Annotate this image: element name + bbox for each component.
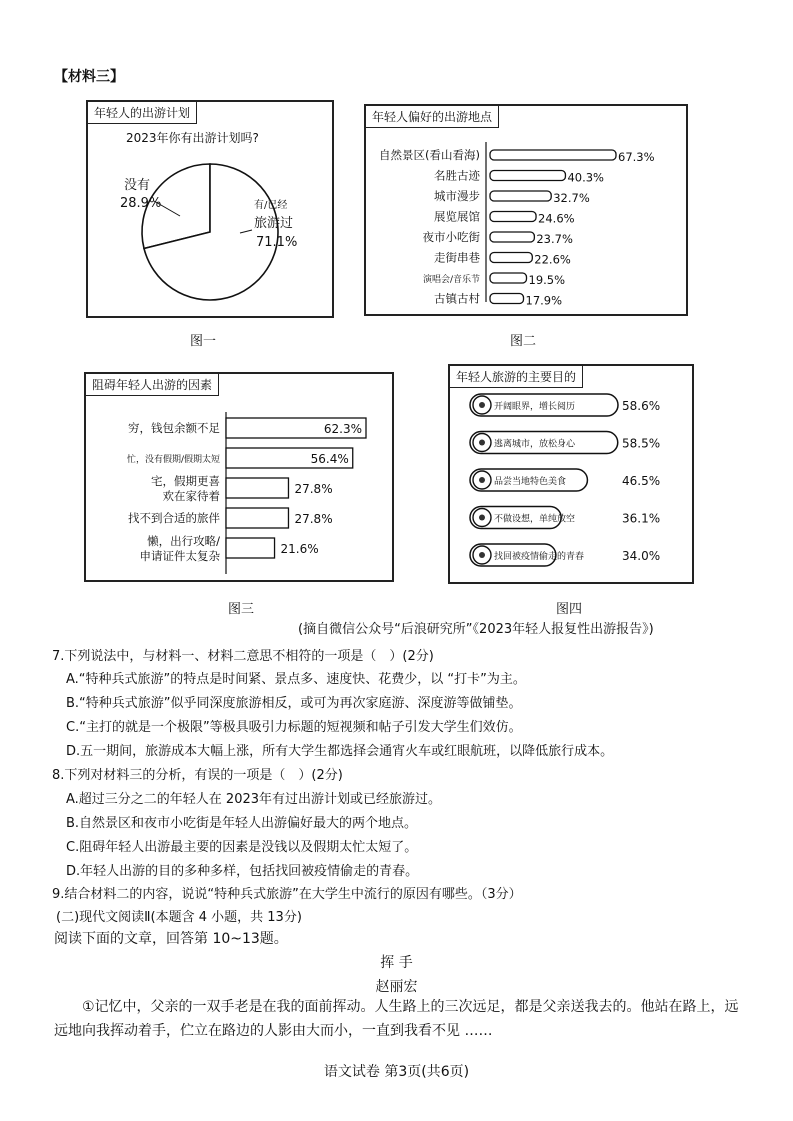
q8-option-a: A.超过三分之二的年轻人在 2023年有过出游计划或已经旅游过。 xyxy=(66,792,442,807)
bar-value-label: 23.7% xyxy=(536,232,573,246)
article-author: 赵丽宏 xyxy=(375,979,418,995)
bar-value-label: 40.3% xyxy=(567,170,604,185)
pie-name-yes-line2: 旅游过 xyxy=(254,216,294,231)
bar-value-label: 24.6% xyxy=(538,211,575,226)
bar-category-label: 忙，没有假期/假期太短 xyxy=(126,455,220,465)
bar-category-label: 逃离城市，放松身心 xyxy=(494,439,576,450)
pie-value-no: 28.9% xyxy=(120,196,162,211)
bar-value-label: 19.5% xyxy=(528,273,566,287)
bar-category-label: 走街串巷 xyxy=(434,250,480,265)
bar-value-label: 27.8% xyxy=(294,512,333,526)
bar-value-label: 46.5% xyxy=(622,474,661,488)
bar xyxy=(490,232,534,242)
bar xyxy=(490,294,524,304)
fig-label-1: 图一 xyxy=(190,334,217,349)
article-title: 挥 手 xyxy=(380,955,413,971)
bar-value-label: 34.0% xyxy=(622,549,661,563)
chart-travel-plan xyxy=(86,100,334,318)
pie-name-yes-line1: 有/已经 xyxy=(254,200,288,211)
bar-category-label: 展览展馆 xyxy=(434,209,480,224)
bar-value-label: 32.7% xyxy=(553,191,590,205)
clock-icon-center xyxy=(479,552,485,558)
bar-category-label: 名胜古迹 xyxy=(434,168,480,183)
question-7: 7.下列说法中，与材料一、材料二意思不相符的一项是（ ）(2分) xyxy=(52,649,434,664)
article-paragraph: ①记忆中，父亲的一双手老是在我的面前挥动。人生路上的三次远足，都是父亲送我去的。他站在路上，远远地向我挥动着手，伫立在路边的人影由大而小，一直到我看不见 …… xyxy=(54,999,739,1039)
bar-category-label: 懒，出行攻略/ xyxy=(147,534,220,548)
food-icon-center xyxy=(479,477,485,483)
q7-option-b: B.“特种兵式旅游”似乎同深度旅游相反，或可为再次家庭游、深度游等做铺垫。 xyxy=(66,696,522,711)
bar xyxy=(490,191,551,201)
chart-destinations xyxy=(364,104,688,316)
question-9: 9.结合材料二的内容，说说“特种兵式旅游”在大学生中流行的原因有哪些。（3分） xyxy=(52,887,522,902)
q8-option-b: B.自然景区和夜市小吃街是年轻人出游偏好最大的两个地点。 xyxy=(66,816,418,831)
question-8: 8.下列对材料三的分析，有误的一项是（ ）(2分) xyxy=(52,768,343,783)
bar-category-label: 演唱会/音乐节 xyxy=(422,275,480,285)
bar-category-label: 不做设想，单纯放空 xyxy=(494,514,576,525)
bar-value-label: 17.9% xyxy=(525,293,563,308)
bar-chart-obstacles xyxy=(86,374,392,580)
fig-label-4: 图四 xyxy=(556,602,583,617)
chart-title: 年轻人的出游计划 xyxy=(88,102,197,124)
material-label: 【材料三】 xyxy=(54,69,124,85)
chart-obstacles xyxy=(84,372,394,582)
bar-value-label: 21.6% xyxy=(280,542,319,556)
bar-category-label: 找不到合适的旅伴 xyxy=(128,511,220,525)
reading-instruction: 阅读下面的文章，回答第 10~13题。 xyxy=(54,931,288,947)
bar-value-label: 62.3% xyxy=(323,422,362,436)
bar-category-label: 穷，钱包余额不足 xyxy=(128,421,220,435)
q7-option-c: C.“主打的就是一个极限”等极具吸引力标题的短视频和帖子引发大学生们效仿。 xyxy=(66,720,522,735)
bar-value-label: 22.6% xyxy=(534,252,571,267)
bar-value-label: 58.6% xyxy=(622,399,661,413)
bar-value-label: 27.8% xyxy=(294,482,333,496)
q8-option-d: D.年轻人出游的目的多种多样，包括找回被疫情偷走的青春。 xyxy=(66,864,419,879)
bar xyxy=(490,253,532,263)
source-note: (摘自微信公众号“后浪研究所”《2023年轻人报复性出游报告》) xyxy=(298,622,654,637)
fig-label-3: 图三 xyxy=(228,602,255,617)
bar xyxy=(490,273,527,283)
bar-chart-purposes xyxy=(450,366,692,582)
mountain-icon-center xyxy=(479,440,485,446)
bar-value-label: 67.3% xyxy=(618,150,655,164)
bar-chart-destinations xyxy=(366,106,686,314)
bar-category-label: 找回被疫情偷走的青春 xyxy=(494,552,585,562)
pie-value-yes: 71.1% xyxy=(256,235,298,250)
bar-category-label: 自然景区(看山看海) xyxy=(379,148,480,162)
section-heading: (二)现代文阅读Ⅱ(本题含 4 小题，共 13分) xyxy=(56,910,302,925)
pie-name-no: 没有 xyxy=(124,178,151,193)
eye-icon-center xyxy=(479,402,485,408)
bar-value-label: 36.1% xyxy=(622,511,661,526)
bar xyxy=(490,171,565,181)
bar-category-label: 欢在家待着 xyxy=(162,489,220,503)
q7-option-a: A.“特种兵式旅游”的特点是时间紧、景点多、速度快、花费少，以 “打卡”为主。 xyxy=(66,672,526,687)
bar xyxy=(490,150,616,160)
chart-title: 阻碍年轻人出游的因素 xyxy=(86,374,219,396)
fig-label-2: 图二 xyxy=(510,334,537,349)
bar xyxy=(490,212,536,222)
chart-title: 年轻人偏好的出游地点 xyxy=(366,106,499,128)
bar-category-label: 品尝当地特色美食 xyxy=(494,477,567,487)
page-footer: 语文试卷 第3页(共6页) xyxy=(323,1064,470,1080)
bar xyxy=(226,508,288,528)
bar-category-label: 申请证件太复杂 xyxy=(139,549,220,563)
bar-category-label: 开阔眼界，增长阅历 xyxy=(494,402,576,412)
q8-option-c: C.阻碍年轻人出游最主要的因素是没钱以及假期太忙太短了。 xyxy=(66,840,418,855)
bar-category-label: 城市漫步 xyxy=(434,189,480,203)
person-icon-center xyxy=(479,515,485,521)
chart-title: 年轻人旅游的主要目的 xyxy=(450,366,583,388)
bar xyxy=(226,538,275,558)
bar xyxy=(226,478,288,498)
chart-subtitle: 2023年你有出游计划吗? xyxy=(126,131,259,145)
q7-option-d: D.五一期间，旅游成本大幅上涨，所有大学生都选择会通宵火车或红眼航班，以降低旅行成本。 xyxy=(66,744,614,759)
bar-category-label: 夜市小吃街 xyxy=(422,230,480,244)
bar-category-label: 宅，假期更喜 xyxy=(151,474,220,488)
bar-value-label: 58.5% xyxy=(622,436,661,451)
bar-value-label: 56.4% xyxy=(310,452,349,466)
bar-category-label: 古镇古村 xyxy=(434,291,480,306)
chart-purposes xyxy=(448,364,694,584)
